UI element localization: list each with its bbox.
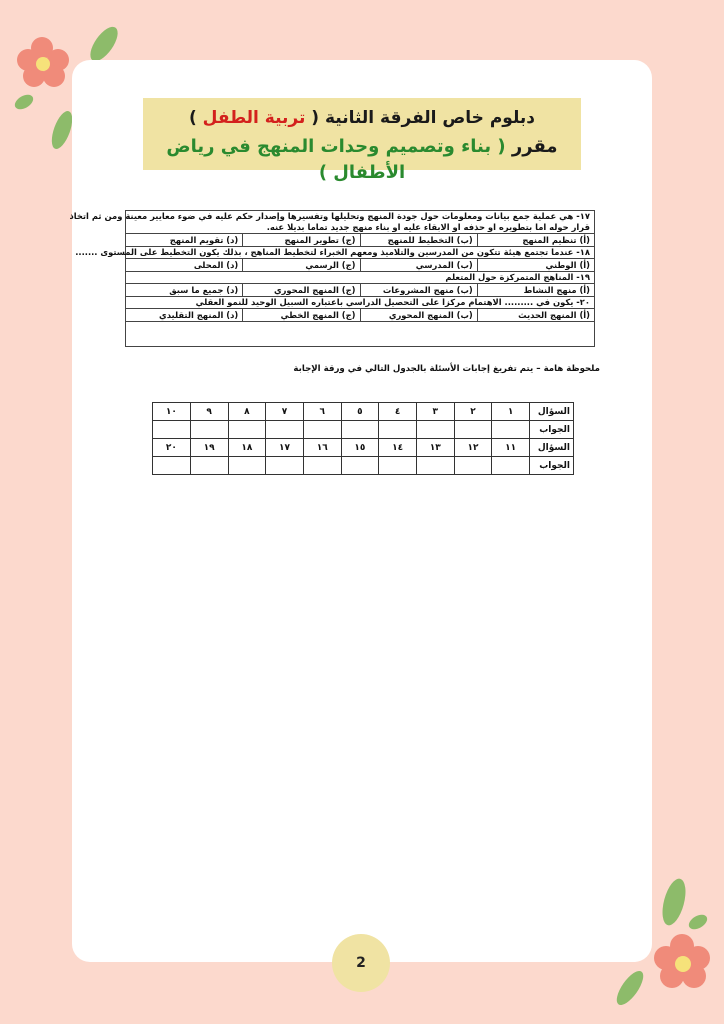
question-20-line-1: ٢٠- يكون في ......... الاهتمام مركزا على التحصيل الدراسي باعتباره السبيل الوحيد للنمو العقلي [195, 297, 590, 307]
question-17-options [126, 233, 594, 247]
table-cell: ١٩ [190, 439, 228, 457]
answer-cell[interactable] [228, 457, 266, 475]
answer-cell[interactable] [492, 457, 530, 475]
answer-cell[interactable] [492, 421, 530, 439]
question-17-line-1: ١٧- هي عملية جمع بيانات ومعلومات حول جودة المنهج وتحليلها وتفسيرها وإصدار حكم عليه في ضوء معايير معينة ومن ثم اتخاذ [69, 211, 590, 221]
option-a: (أ) الوطني [477, 259, 594, 271]
answer-cell[interactable] [416, 421, 454, 439]
option-b: (ب) المنهج المحوري [360, 309, 477, 321]
answer-cell[interactable] [379, 457, 417, 475]
header-title-prefix: دبلوم خاص الفرقة الثانية ( [305, 108, 536, 128]
answer-cell[interactable] [228, 421, 266, 439]
option-c: (ج) المنهج الخطي [242, 309, 359, 321]
answer-cell[interactable] [266, 457, 304, 475]
option-b: (ب) منهج المشروعات [360, 284, 477, 296]
answer-cell[interactable] [303, 457, 341, 475]
question-20-options [126, 308, 594, 322]
table-cell: ١٨ [228, 439, 266, 457]
question-18-options [126, 258, 594, 272]
table-cell: ١٥ [341, 439, 379, 457]
table-cell: ٥ [341, 403, 379, 421]
answer-cell[interactable] [153, 421, 191, 439]
table-cell: ٢ [454, 403, 492, 421]
table-cell: ١٤ [379, 439, 417, 457]
option-c: (ج) المنهج المحوري [242, 284, 359, 296]
option-c: (ج) الرسمي [242, 259, 359, 271]
course-label: مقرر [505, 136, 558, 157]
table-cell: ١٠ [153, 403, 191, 421]
table-cell: ٣ [416, 403, 454, 421]
option-a: (أ) المنهج الحديث [477, 309, 594, 321]
question-label: السؤال [530, 439, 574, 457]
option-d: (د) تقويم المنهج [169, 235, 239, 245]
table-cell: ١٧ [266, 439, 304, 457]
header-title-highlight: تربية الطفل [202, 108, 306, 128]
table-cell: ٢٠ [153, 439, 191, 457]
table-cell: ١٦ [303, 439, 341, 457]
question-label: السؤال [530, 403, 574, 421]
option-a: (أ) تنظيم المنهج [477, 234, 594, 246]
answer-cell[interactable] [190, 457, 228, 475]
option-b: (ب) المدرسي [360, 259, 477, 271]
header-title [143, 106, 581, 130]
table-cell: ١١ [492, 439, 530, 457]
answer-table [152, 402, 574, 475]
table-row [153, 421, 574, 439]
option-a: (أ) منهج النشاط [477, 284, 594, 296]
page-number: 2 [332, 934, 390, 992]
answer-label: الجواب [530, 421, 574, 439]
option-d: (د) المنهج التقليدي [159, 310, 239, 320]
option-c: (ج) تطوير المنهج [242, 234, 359, 246]
table-cell: ٩ [190, 403, 228, 421]
table-row [153, 457, 574, 475]
answer-cell[interactable] [341, 421, 379, 439]
answer-cell[interactable] [266, 421, 304, 439]
table-cell: ١ [492, 403, 530, 421]
answer-cell[interactable] [454, 421, 492, 439]
question-19-line-1: ١٩- المناهج المتمركزة حول المتعلم [445, 272, 590, 282]
table-cell: ٤ [379, 403, 417, 421]
question-18-line-1: ١٨- عندما تجتمع هيئة تتكون من المدرسين والتلاميذ ومعهم الخبراء لتخطيط المناهج ، بذلك يكون التخطيط على المستوى ....... [75, 247, 590, 257]
table-cell: ٧ [266, 403, 304, 421]
table-row [153, 439, 574, 457]
header-course [143, 134, 581, 186]
course-name: ( بناء وتصميم وحدات المنهج في رياض الأطفال ) [166, 136, 506, 183]
option-b: (ب) التخطيط للمنهج [360, 234, 477, 246]
table-cell: ١٣ [416, 439, 454, 457]
option-d: (د) المحلى [193, 260, 239, 270]
question-19-options [126, 283, 594, 297]
document-header [143, 98, 581, 183]
answer-cell[interactable] [454, 457, 492, 475]
answer-note: ملحوظة هامة – يتم تفريغ إجابات الأسئلة بالجدول التالي في ورقة الإجابة [293, 364, 600, 374]
answer-cell[interactable] [416, 457, 454, 475]
answer-cell[interactable] [341, 457, 379, 475]
question-17-line-2: قرار حوله اما بتطويره او حذفه او الابقاء عليه او بناء منهج جديد تماما بديلا عنه. [266, 222, 590, 232]
option-d: (د) جميع ما سبق [169, 285, 239, 295]
table-cell: ١٢ [454, 439, 492, 457]
table-row [153, 403, 574, 421]
questions-box [69, 210, 595, 347]
answer-label: الجواب [530, 457, 574, 475]
answer-cell[interactable] [379, 421, 417, 439]
header-title-suffix: ) [188, 108, 203, 128]
answer-cell[interactable] [190, 421, 228, 439]
answer-cell[interactable] [303, 421, 341, 439]
page-sheet [69, 60, 652, 962]
table-cell: ٨ [228, 403, 266, 421]
answer-cell[interactable] [153, 457, 191, 475]
table-cell: ٦ [303, 403, 341, 421]
